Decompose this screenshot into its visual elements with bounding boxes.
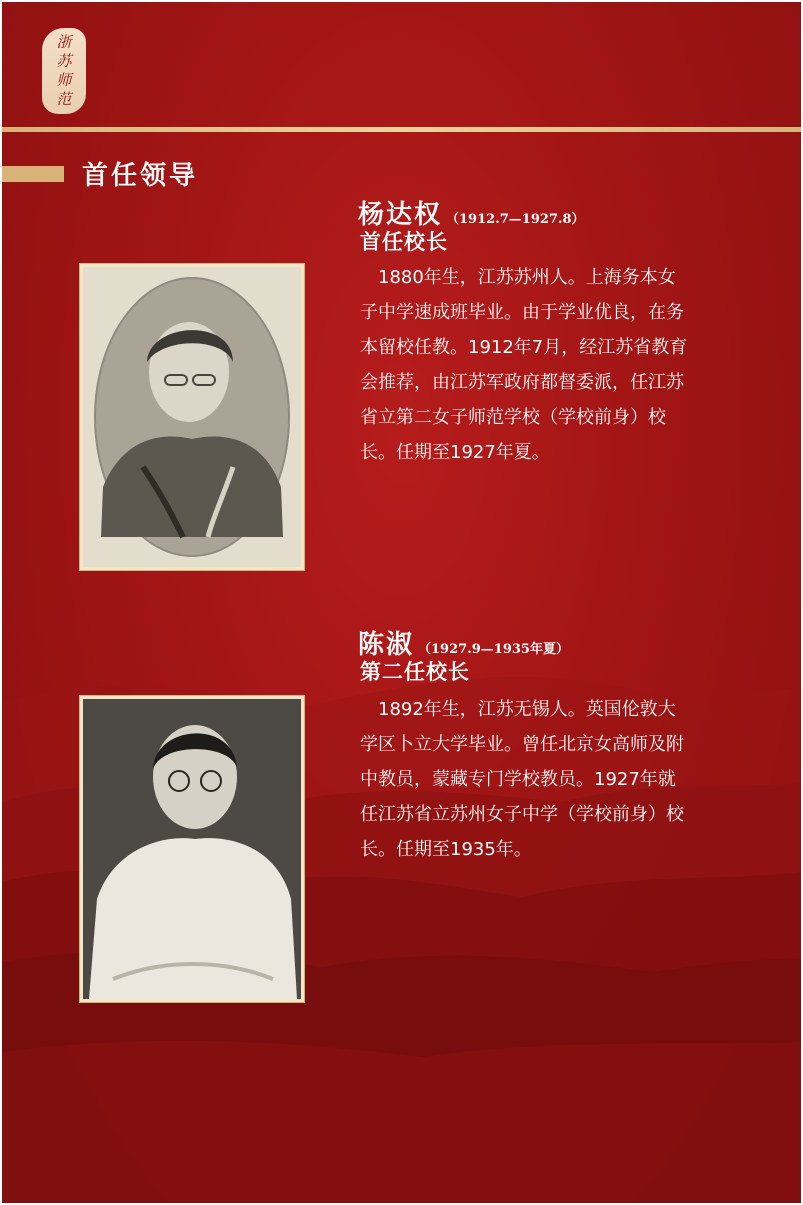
poster xyxy=(2,2,801,1203)
leader-1-role: 首任校长 xyxy=(360,229,448,254)
leader-2-dates: （1927.9—1935年夏） xyxy=(418,642,569,657)
leader-1-name: 杨达权 xyxy=(358,200,443,230)
portrait-photo-leader-1 xyxy=(80,264,304,570)
bio-line: 本留校任教。1912年7月，经江苏省教育 xyxy=(360,337,688,358)
bio-line: 1892年生，江苏无锡人。英国伦敦大 xyxy=(360,699,676,720)
leader-1-bio xyxy=(360,260,687,470)
school-logo-seal: 浙 苏 师 范 xyxy=(42,28,86,114)
bio-line: 长。任期至1935年。 xyxy=(360,839,532,860)
bio-line: 中教员，蒙藏专门学校教员。1927年就 xyxy=(360,769,676,790)
bio-line: 子中学速成班毕业。由于学业优良，在务 xyxy=(360,302,684,323)
leader-1-dates: （1912.7—1927.8） xyxy=(446,212,585,227)
leader-2-bio xyxy=(360,692,684,867)
bio-line: 长。任期至1927年夏。 xyxy=(360,442,550,463)
portrait-photo-leader-2 xyxy=(80,696,304,1002)
bio-line: 学区卜立大学毕业。曾任北京女高师及附 xyxy=(360,734,684,755)
leader-2-role: 第二任校长 xyxy=(360,659,470,684)
section-title: 首任领导 xyxy=(82,161,199,191)
leader-2-name: 陈淑 xyxy=(358,630,415,660)
bio-line: 省立第二女子师范学校（学校前身）校 xyxy=(360,407,666,428)
bio-line: 任江苏省立苏州女子中学（学校前身）校 xyxy=(360,804,684,825)
bio-line: 1880年生，江苏苏州人。上海务本女 xyxy=(360,267,676,288)
top-divider xyxy=(2,127,801,132)
section-marker-bar xyxy=(2,166,64,182)
bio-line: 会推荐，由江苏军政府都督委派，任江苏 xyxy=(360,372,684,393)
